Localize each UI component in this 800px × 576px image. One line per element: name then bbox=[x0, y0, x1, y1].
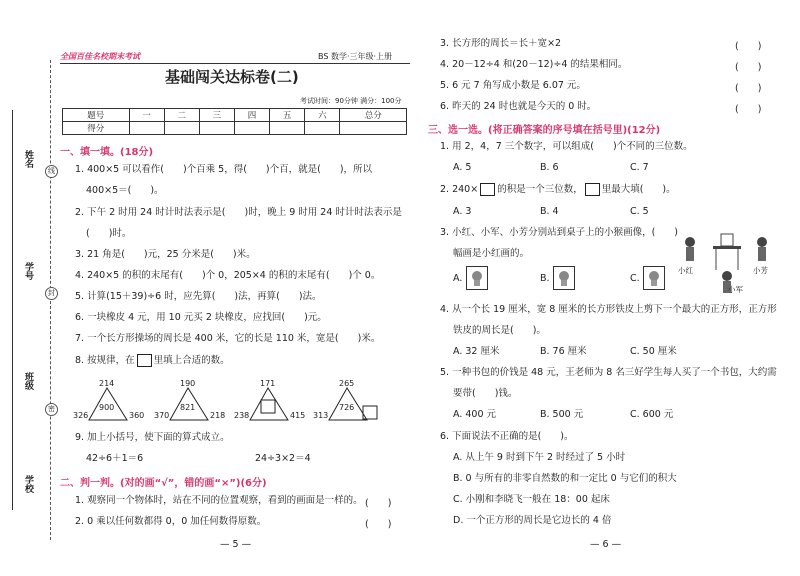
choice-2 bbox=[440, 183, 676, 196]
score-header: 六 bbox=[305, 109, 340, 122]
choice-6: 6. 下面说法不正确的是( )。 bbox=[440, 431, 574, 442]
score-row-label: 得分 bbox=[63, 122, 130, 135]
choice-6-opt-c: C. 小刚和李晓飞一般在 18：00 起床 bbox=[453, 494, 610, 505]
choice-5-opt-b: B. 500 元 bbox=[540, 409, 584, 420]
answer-box bbox=[137, 354, 152, 367]
score-cell[interactable] bbox=[164, 122, 199, 135]
question-6: 6. 一块橡皮 4 元，用 10 元买 2 块橡皮，应找回( )元。 bbox=[75, 312, 327, 323]
choice-5-opt-a: A. 400 元 bbox=[453, 409, 497, 420]
choice-2-opt-b: B. 4 bbox=[540, 206, 559, 217]
triangle-figures bbox=[75, 378, 415, 428]
section-3-title: 三、选一选。(将正确答案的序号填在括号里)(12分) bbox=[428, 125, 661, 136]
choice-2-mid: 的积是一个三位数， bbox=[497, 184, 583, 195]
header-series: 全国百佳名校期末考试 bbox=[60, 52, 140, 61]
choice-4-opt-b: B. 76 厘米 bbox=[540, 346, 587, 357]
answer-box bbox=[480, 183, 495, 196]
name-xiaojun: 小军 bbox=[728, 285, 743, 294]
question-1a: 1. 400×5 可以看作( )个百乘 5，得( )个百，就是( )，所以 bbox=[75, 164, 373, 175]
choice-5-opt-c: C. 600 元 bbox=[630, 409, 674, 420]
monkey-icon bbox=[644, 267, 664, 289]
seal-char: 封 bbox=[45, 287, 58, 300]
choice-5a: 5. 一种书包的价钱是 48 元，王老师为 8 名三好学生每人买了一个书包，大约需 bbox=[440, 367, 777, 378]
equation-2: 24÷3×2＝4 bbox=[255, 453, 311, 464]
choice-1: 1. 用 2，4，7 三个数字，可以组成( )个不同的三位数。 bbox=[440, 141, 693, 152]
monkey-picture-a bbox=[466, 266, 488, 290]
question-3: 3. 21 角是( )元，25 分米是( )米。 bbox=[75, 249, 256, 260]
class-label: 班级 bbox=[23, 372, 33, 390]
answer-paren: ( ) bbox=[365, 519, 392, 530]
question-7: 7. 一个长方形操场的周长是 400 米，它的长是 110 米，宽是( )米。 bbox=[75, 333, 381, 344]
choice-3-opt-a: A. bbox=[453, 273, 463, 284]
equation-1: 42÷6＋1＝6 bbox=[86, 453, 144, 464]
choice-3a: 3. 小红、小军、小芳分别站到桌子上的小猴画像，( ) bbox=[440, 227, 678, 238]
choice-4-opt-a: A. 32 厘米 bbox=[453, 346, 500, 357]
section-1-title: 一、填一填。(18分) bbox=[60, 147, 154, 158]
answer-paren: ( ) bbox=[735, 104, 762, 115]
choice-6-opt-b: B. 0 与所有的非零自然数的和一定比 0 与它们的积大 bbox=[453, 473, 677, 484]
page-title: 基础闯关达标卷(二) bbox=[165, 68, 299, 86]
score-header: 一 bbox=[129, 109, 164, 122]
seal-char: 线 bbox=[45, 165, 58, 178]
choice-1-opt-b: B. 6 bbox=[540, 162, 559, 173]
score-header: 题号 bbox=[63, 109, 130, 122]
tri-3-top: 171 bbox=[260, 379, 276, 388]
tri-2-top: 190 bbox=[180, 379, 196, 388]
monkey-picture-b bbox=[553, 266, 575, 290]
judge-6: 6. 昨天的 24 时也就是今天的 0 时。 bbox=[440, 101, 597, 112]
id-label: 学号 bbox=[23, 262, 33, 280]
score-table bbox=[62, 108, 407, 135]
judge-3: 3. 长方形的周长＝长＋宽×2 bbox=[440, 38, 562, 49]
section-2-title: 二、判一判。(对的画“√”，错的画“×”)(6分) bbox=[60, 478, 267, 489]
header-rule bbox=[60, 63, 410, 64]
score-cell[interactable] bbox=[305, 122, 340, 135]
tri-3-left: 238 bbox=[234, 411, 250, 420]
judge-1: 1. 观察同一个物体时，站在不同的位置观察，看到的画面是一样的。 bbox=[75, 495, 363, 506]
choice-1-opt-a: A. 5 bbox=[453, 162, 472, 173]
monkey-picture-c bbox=[643, 266, 665, 290]
question-1b: 400×5＝( )。 bbox=[86, 185, 164, 196]
tri-1-left: 326 bbox=[73, 411, 89, 420]
page-number-left: — 5 — bbox=[220, 539, 252, 550]
tri-4-left: 313 bbox=[313, 411, 329, 420]
choice-3-opt-c: C. bbox=[630, 273, 640, 284]
answer-paren: ( ) bbox=[735, 62, 762, 73]
choice-1-opt-c: C. 7 bbox=[630, 162, 649, 173]
score-cell[interactable] bbox=[234, 122, 269, 135]
header-edition: BS 数学·三年级·上册 bbox=[318, 52, 393, 61]
exam-info: 考试时间：90分钟 满分：100分 bbox=[300, 97, 402, 105]
question-8-post: 里填上合适的数。 bbox=[153, 355, 230, 366]
cut-line bbox=[50, 60, 51, 540]
choice-2-post: 里最大填( )。 bbox=[601, 184, 676, 195]
score-header: 三 bbox=[199, 109, 234, 122]
tri-1-top: 214 bbox=[99, 379, 115, 388]
choice-5b: 要带( )钱。 bbox=[453, 388, 518, 399]
choice-2-opt-c: C. 5 bbox=[630, 206, 649, 217]
answer-paren: ( ) bbox=[365, 498, 392, 509]
tri-2-left: 370 bbox=[154, 411, 170, 420]
tri-2-center: 821 bbox=[180, 403, 196, 412]
question-4: 4. 240×5 的积的末尾有( )个 0，205×4 的积的末尾有( )个 0。 bbox=[75, 270, 381, 281]
answer-paren: ( ) bbox=[735, 83, 762, 94]
choice-6-opt-d: D. 一个正方形的周长是它边长的 4 倍 bbox=[453, 515, 612, 526]
score-cell[interactable] bbox=[340, 122, 407, 135]
name-xiaofang: 小芳 bbox=[753, 266, 768, 275]
score-cell[interactable] bbox=[199, 122, 234, 135]
binder-strip bbox=[0, 0, 55, 576]
score-header: 五 bbox=[270, 109, 305, 122]
tri-4-top: 265 bbox=[339, 379, 355, 388]
question-5: 5. 计算(15＋39)÷6 时，应先算( )法，再算( )法。 bbox=[75, 291, 322, 302]
score-header: 二 bbox=[164, 109, 199, 122]
name-xiaohong: 小红 bbox=[678, 266, 693, 275]
page-number-right: — 6 — bbox=[590, 539, 622, 550]
question-8-pre: 8. 按规律，在 bbox=[75, 355, 135, 366]
binder-line bbox=[12, 110, 13, 510]
answer-paren: ( ) bbox=[735, 41, 762, 52]
choice-2-pre: 2. 240× bbox=[440, 184, 479, 195]
seal-char: 密 bbox=[45, 403, 58, 416]
question-2a: 2. 下午 2 时用 24 时计时法表示是( )时，晚上 9 时用 24 时计时法表示是 bbox=[75, 207, 402, 218]
question-8 bbox=[75, 354, 230, 367]
tri-1-center: 900 bbox=[99, 403, 115, 412]
school-label: 学校 bbox=[23, 475, 33, 493]
question-2b: ( )时。 bbox=[86, 228, 132, 239]
answer-box bbox=[585, 183, 600, 196]
choice-4b: 铁皮的周长是( )。 bbox=[453, 325, 546, 336]
kids-table-illustration bbox=[675, 232, 775, 302]
choice-4-opt-c: C. 50 厘米 bbox=[630, 346, 677, 357]
question-9: 9. 加上小括号，使下面的算式成立。 bbox=[75, 432, 230, 443]
judge-5: 5. 6 元 7 角写成小数是 6.07 元。 bbox=[440, 80, 586, 91]
judge-2: 2. 0 乘以任何数都得 0，0 加任何数得原数。 bbox=[75, 516, 267, 527]
tri-3-right: 415 bbox=[290, 411, 306, 420]
score-cell[interactable] bbox=[129, 122, 164, 135]
tri-4-center: 726 bbox=[339, 403, 355, 412]
judge-4: 4. 20－12÷4 和(20－12)÷4 的结果相同。 bbox=[440, 59, 628, 70]
choice-2-opt-a: A. 3 bbox=[453, 206, 472, 217]
score-header: 四 bbox=[234, 109, 269, 122]
choice-6-opt-a: A. 从上午 9 时到下午 2 时经过了 5 小时 bbox=[453, 452, 626, 463]
choice-3b: 幅画是小红画的。 bbox=[453, 248, 530, 259]
score-cell[interactable] bbox=[270, 122, 305, 135]
tri-1-right: 360 bbox=[129, 411, 145, 420]
monkey-icon bbox=[467, 267, 487, 289]
name-label: 姓名 bbox=[23, 150, 33, 168]
score-header: 总分 bbox=[340, 109, 407, 122]
choice-3-opt-b: B. bbox=[540, 273, 550, 284]
tri-2-right: 218 bbox=[210, 411, 226, 420]
monkey-icon bbox=[554, 267, 574, 289]
choice-4a: 4. 从一个长 19 厘米，宽 8 厘米的长方形铁皮上剪下一个最大的正方形，正方形 bbox=[440, 304, 777, 315]
